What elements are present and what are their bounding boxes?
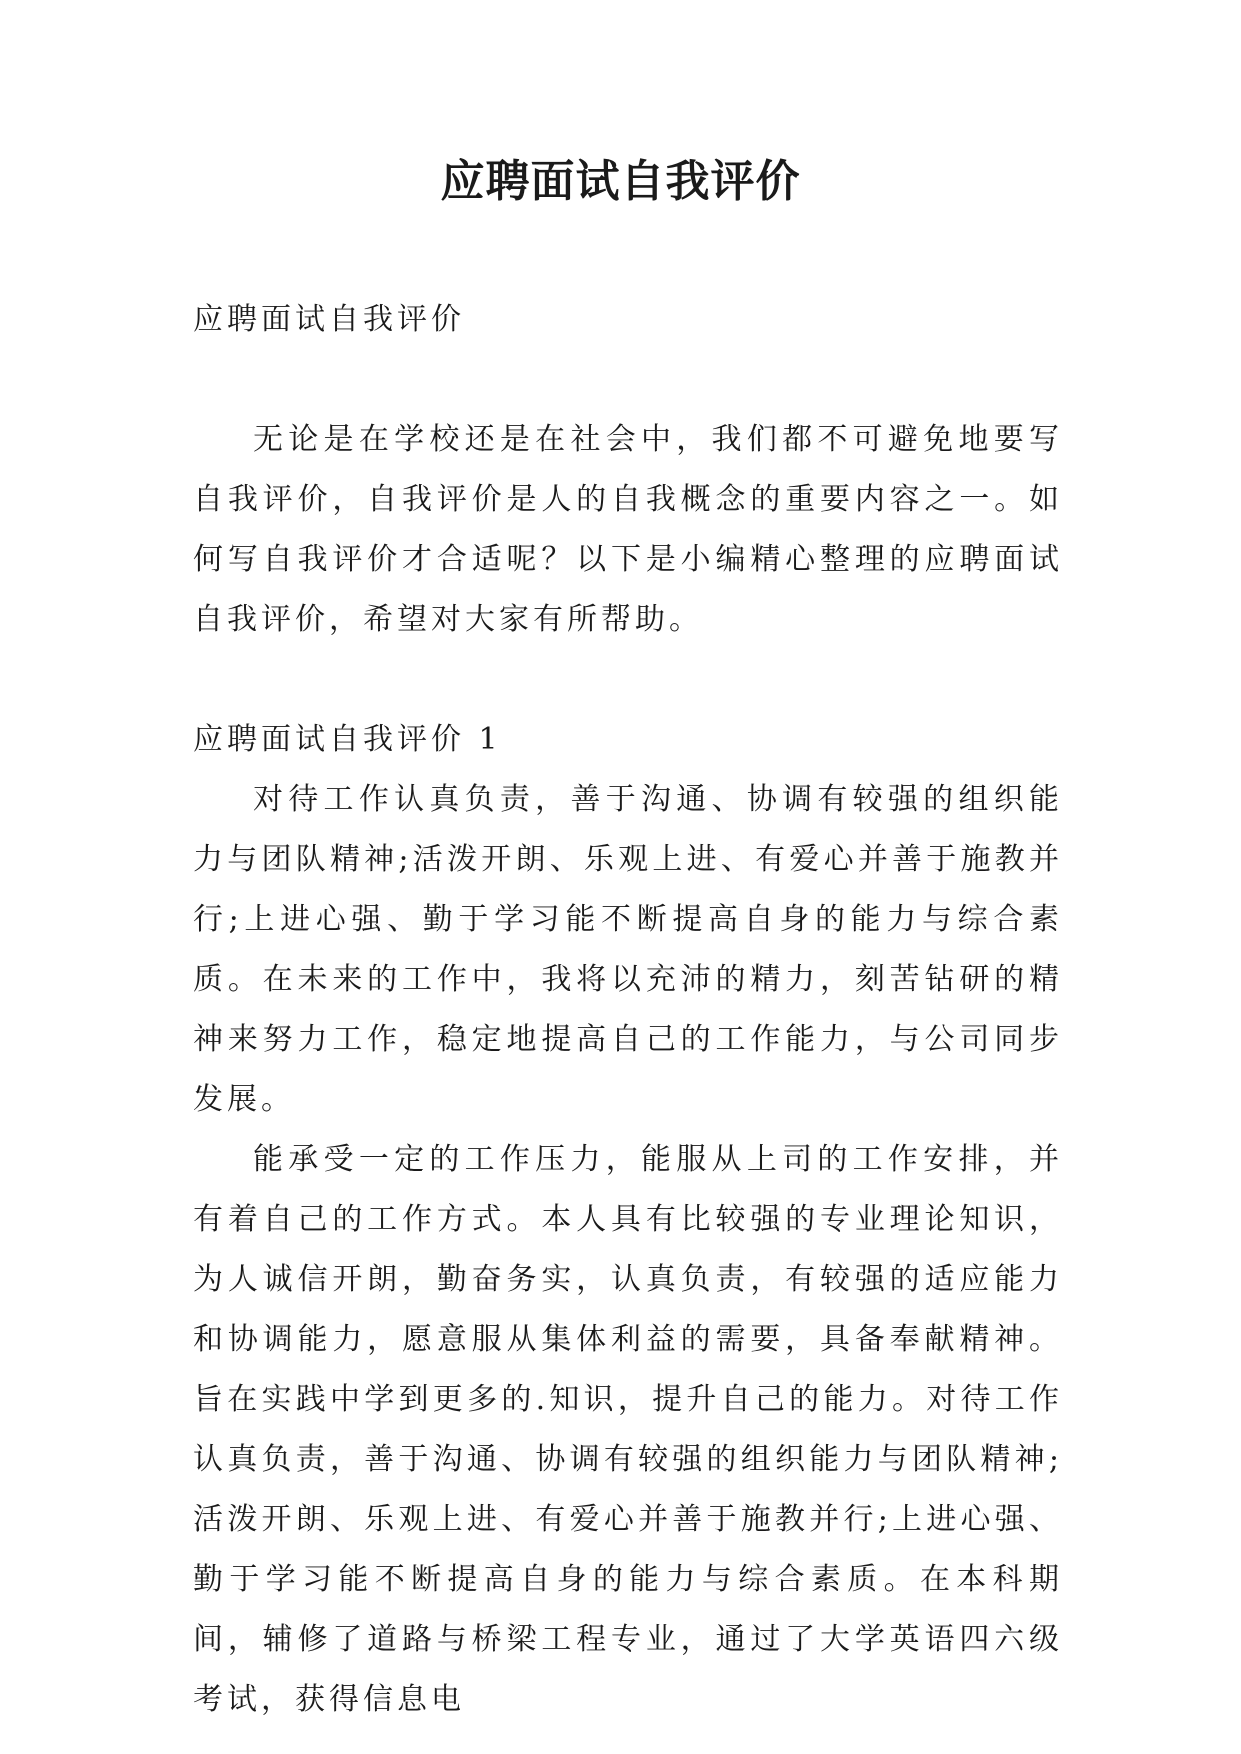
body-paragraph: 能承受一定的工作压力，能服从上司的工作安排，并有着自己的工作方式。本人具有比较强的专业理论知识，为人诚信开朗，勤奋务实，认真负责，有较强的适应能力和协调能力，愿意服从集体利益的需要，具备奉献精神。旨在实践中学到更多的.知识，提升自己的能力。对待工作认真负责，善于沟通、协调有较强的组织能力与团队精神;活泼开朗、乐观上进、有爱心并善于施教并行;上进心强、勤于学习能不断提高自身的能力与综合素质。在本科期间，辅修了道路与桥梁工程专业，通过了大学英语四六级考试，获得信息电 — [193, 1142, 1063, 1717]
page-title: 应聘面试自我评价 — [440, 156, 801, 207]
document-body — [193, 290, 1063, 1730]
body-paragraph: 对待工作认真负责，善于沟通、协调有较强的组织能力与团队精神;活泼开朗、乐观上进、有爱心并善于施教并行;上进心强、勤于学习能不断提高自身的能力与综合素质。在未来的工作中，我将以充沛的精力，刻苦钻研的精神来努力工作，稳定地提高自己的工作能力，与公司同步发展。 — [193, 782, 1063, 1117]
spacer — [193, 650, 1063, 710]
spacer — [193, 350, 1063, 410]
section-heading: 应聘面试自我评价 1 — [193, 722, 502, 757]
intro-paragraph: 无论是在学校还是在社会中，我们都不可避免地要写自我评价，自我评价是人的自我概念的重要内容之一。如何写自我评价才合适呢？以下是小编精心整理的应聘面试自我评价，希望对大家有所帮助。 — [193, 422, 1063, 637]
subtitle: 应聘面试自我评价 — [193, 302, 465, 337]
